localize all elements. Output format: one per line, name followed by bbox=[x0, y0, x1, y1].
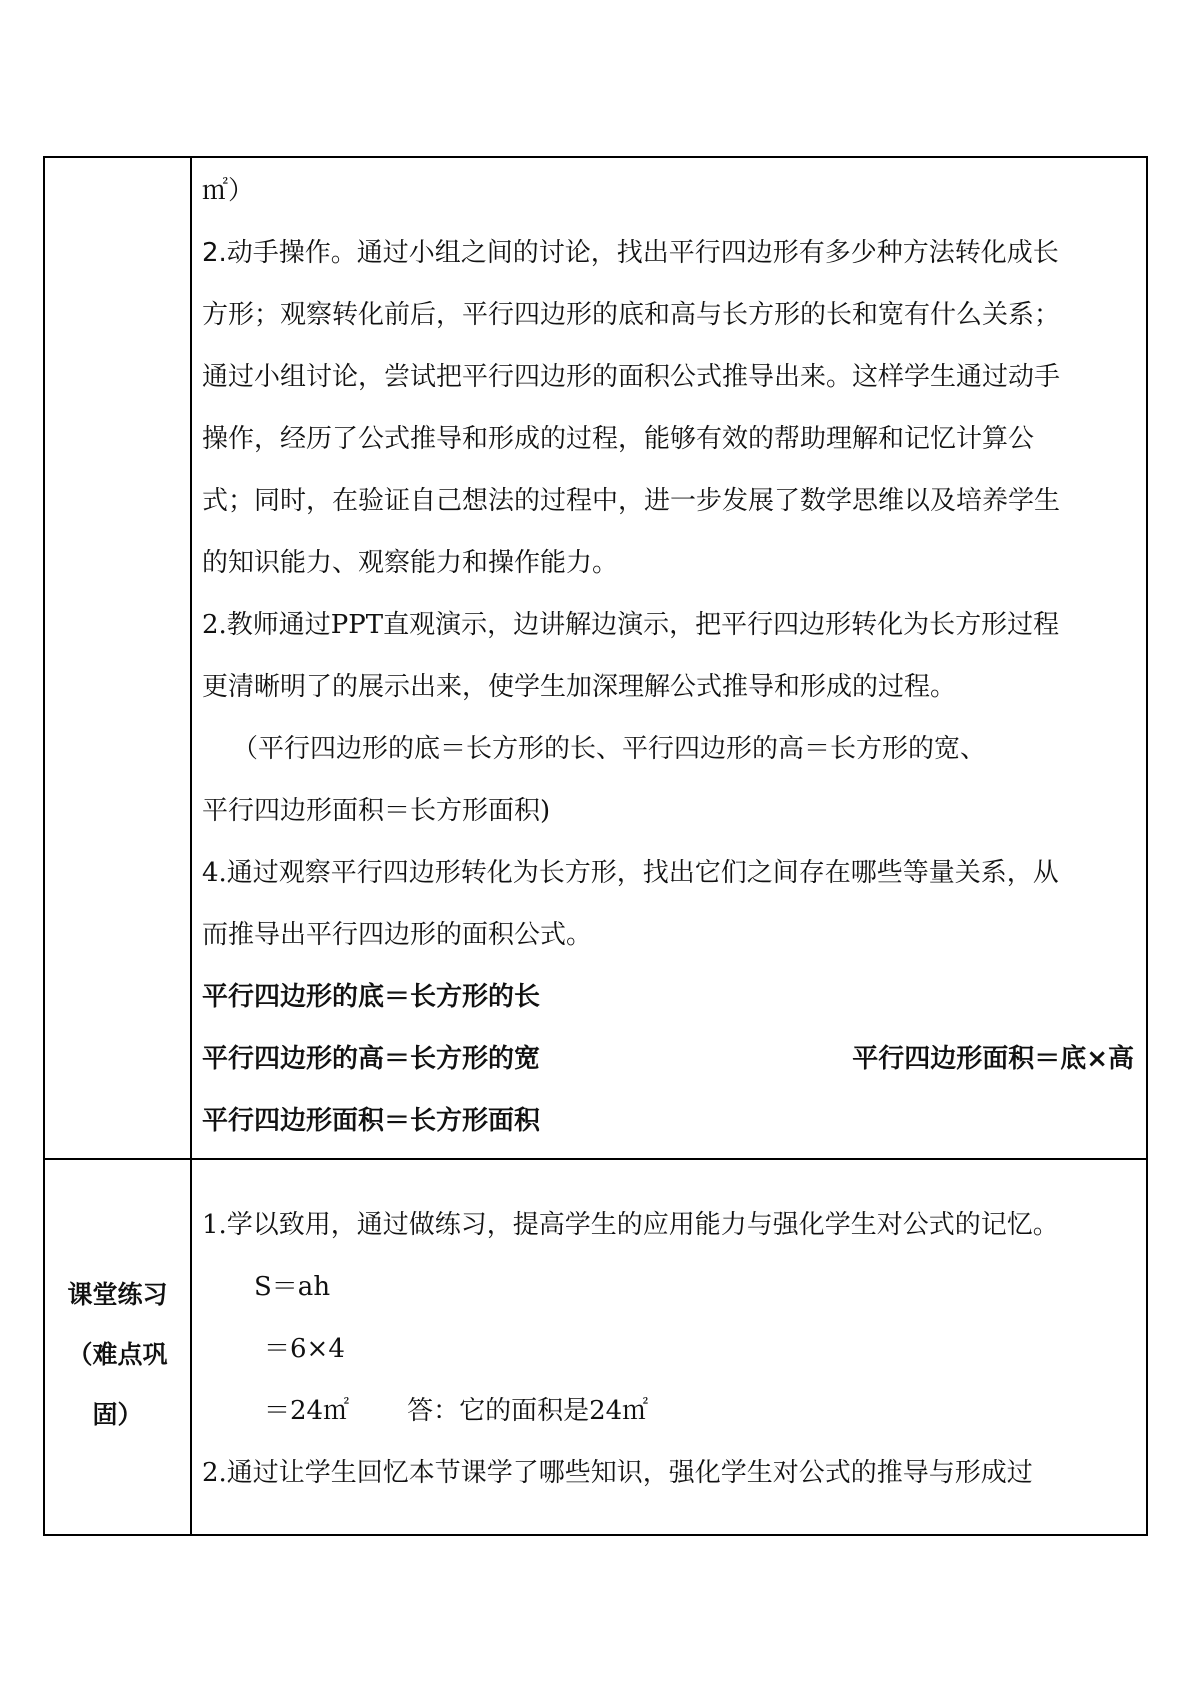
formula-line: 平行四边形的底＝长方形的长 bbox=[202, 982, 541, 1012]
text-line: 方形；观察转化前后，平行四边形的底和高与长方形的长和宽有什么关系； bbox=[202, 300, 1061, 330]
text-line: 操作，经历了公式推导和形成的过程，能够有效的帮助理解和记忆计算公 bbox=[202, 424, 1035, 454]
row-label-line: 课堂练习 bbox=[67, 1280, 168, 1309]
text-line: 的知识能力、观察能力和操作能力。 bbox=[202, 548, 619, 578]
formula-line: ＝6×4 bbox=[264, 1334, 345, 1364]
table-row bbox=[44, 157, 1147, 1159]
text-line: 式；同时，在验证自己想法的过程中，进一步发展了数学思维以及培养学生 bbox=[202, 486, 1061, 516]
row-label-cell bbox=[44, 157, 191, 1159]
text-line: 通过小组讨论，尝试把平行四边形的面积公式推导出来。这样学生通过动手 bbox=[202, 362, 1061, 392]
content-cell bbox=[191, 157, 1147, 1159]
text-line: ㎡） bbox=[202, 176, 255, 206]
lesson-plan-table bbox=[43, 156, 1148, 1536]
text-line: 2.教师通过PPT直观演示，边讲解边演示，把平行四边形转化为长方形过程 bbox=[202, 610, 1060, 640]
text-line: （平行四边形的底＝长方形的长、平行四边形的高＝长方形的宽、 bbox=[232, 734, 987, 764]
text-line: 2.动手操作。通过小组之间的讨论，找出平行四边形有多少种方法转化成长 bbox=[202, 238, 1059, 268]
row-label-line: 固） bbox=[92, 1400, 143, 1429]
text-line: 更清晰明了的展示出来，使学生加深理解公式推导和形成的过程。 bbox=[202, 672, 957, 702]
practice-content bbox=[192, 1160, 1146, 1504]
text-line: 2.通过让学生回忆本节课学了哪些知识，强化学生对公式的推导与形成过 bbox=[202, 1458, 1033, 1488]
text-line: 1.学以致用，通过做练习，提高学生的应用能力与强化学生对公式的记忆。 bbox=[202, 1210, 1059, 1240]
process-content bbox=[192, 158, 1146, 1152]
formula-line: S＝ah bbox=[254, 1272, 331, 1302]
formula-line bbox=[202, 1380, 1134, 1442]
row-label-line: （难点巩 bbox=[67, 1340, 168, 1369]
answer-text: 答：它的面积是24㎡ bbox=[407, 1396, 649, 1426]
content-cell bbox=[191, 1159, 1147, 1535]
formula-line bbox=[202, 1028, 1134, 1090]
table-row bbox=[44, 1159, 1147, 1535]
text-line: 而推导出平行四边形的面积公式。 bbox=[202, 920, 593, 950]
text-line: 平行四边形面积＝长方形面积) bbox=[202, 796, 551, 826]
formula-line: 平行四边形面积＝长方形面积 bbox=[202, 1106, 541, 1136]
row-label bbox=[45, 1265, 190, 1445]
row-label-cell bbox=[44, 1159, 191, 1535]
text-line: 4.通过观察平行四边形转化为长方形，找出它们之间存在哪些等量关系，从 bbox=[202, 858, 1059, 888]
formula-right: 平行四边形面积＝底×高 bbox=[852, 1044, 1134, 1074]
formula-result: ＝24㎡ bbox=[264, 1396, 350, 1426]
formula-left: 平行四边形的高＝长方形的宽 bbox=[202, 1044, 541, 1074]
